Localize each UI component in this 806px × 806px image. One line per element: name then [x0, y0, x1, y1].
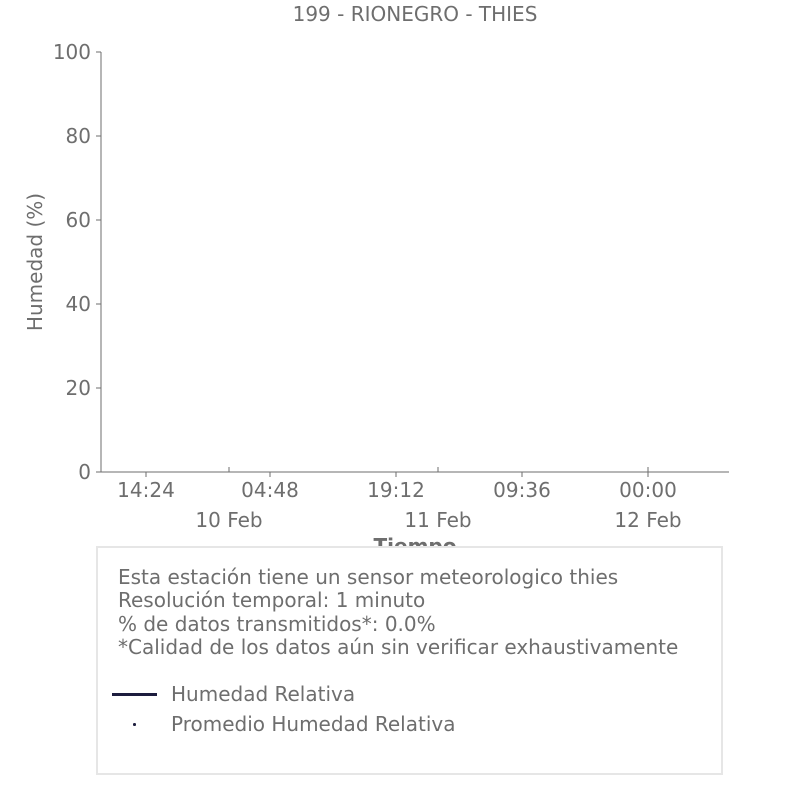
x-tick-label-time: 14:24	[117, 478, 175, 502]
info-quality-note: *Calidad de los datos aún sin verificar exhaustivamente	[118, 634, 679, 659]
legend-box	[96, 546, 723, 775]
station-info	[118, 566, 678, 659]
y-tick-label: 80	[65, 124, 91, 148]
x-tick-label-date: 11 Feb	[404, 508, 472, 532]
legend-label-average: Promedio Humedad Relativa	[171, 712, 456, 736]
legend-label-humidity: Humedad Relativa	[171, 682, 356, 706]
x-tick-label-date: 12 Feb	[614, 508, 682, 532]
legend-entry-humidity	[112, 682, 355, 706]
y-tick-label: 100	[52, 40, 91, 64]
info-sensor: Esta estación tiene un sensor meteorologico thies	[118, 565, 619, 589]
info-resolution: Resolución temporal: 1 minuto	[118, 588, 426, 613]
line-swatch-icon	[112, 684, 157, 704]
y-tick-label: 0	[78, 460, 91, 484]
x-tick-label-time: 09:36	[493, 478, 551, 502]
info-transmitted: % de datos transmitidos*: 0.0%	[118, 611, 436, 636]
legend-entry-average	[112, 712, 455, 736]
x-tick-label-time: 19:12	[367, 478, 425, 502]
x-tick-label-time: 04:48	[241, 478, 299, 502]
y-axis-label: Humedad (%)	[23, 192, 47, 332]
chart-title: 199 - RIONEGRO - THIES	[292, 2, 538, 26]
x-tick-label-date: 10 Feb	[195, 508, 263, 532]
dot-swatch-icon	[112, 714, 157, 734]
y-tick-label: 60	[65, 208, 91, 232]
y-tick-label: 20	[65, 376, 91, 400]
y-tick-label: 40	[65, 292, 91, 316]
x-tick-label-time: 00:00	[619, 478, 677, 502]
